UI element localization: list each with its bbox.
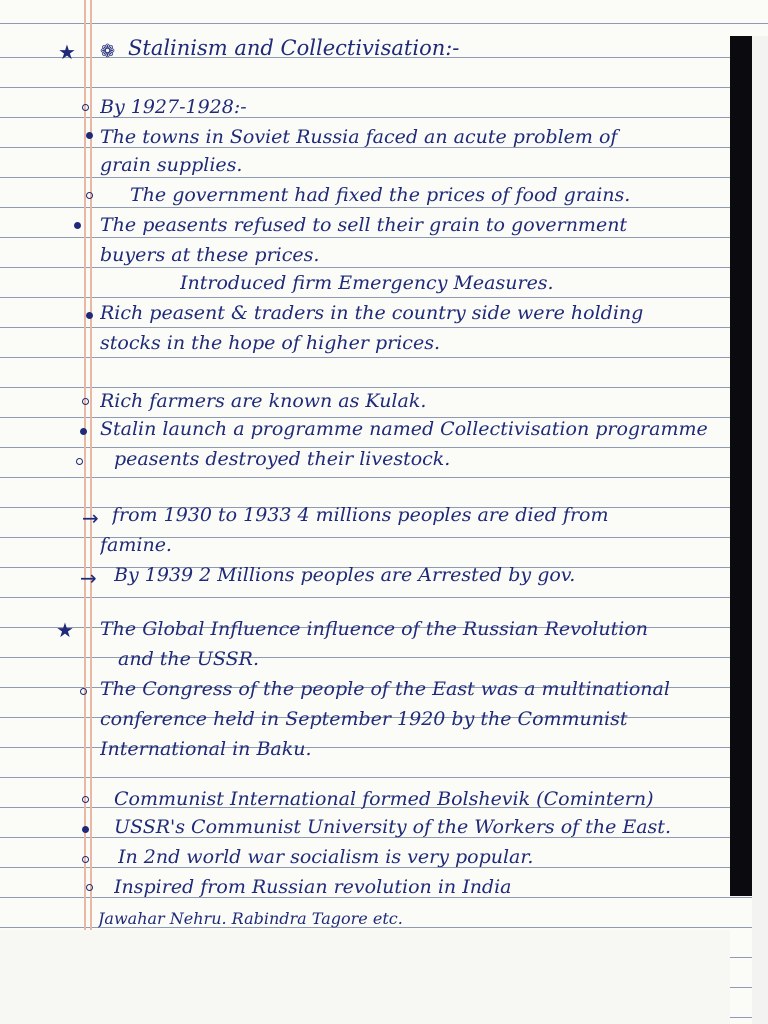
note-line: buyers at these prices. bbox=[100, 244, 320, 266]
note-line: famine. bbox=[100, 534, 172, 556]
note-line: from 1930 to 1933 4 millions peoples are died from bbox=[112, 504, 609, 526]
note-line: In 2nd world war socialism is very popular. bbox=[118, 846, 534, 868]
bullet-filled bbox=[86, 132, 93, 139]
bullet-open bbox=[82, 104, 89, 111]
bullet-filled bbox=[86, 312, 93, 319]
note-line: The peasents refused to sell their grain to government bbox=[100, 214, 628, 236]
note-line: USSR's Communist University of the Workers of the East. bbox=[114, 816, 671, 838]
note-line: stocks in the hope of higher prices. bbox=[100, 332, 440, 354]
bullet-open bbox=[86, 884, 93, 891]
note-line: Introduced firm Emergency Measures. bbox=[180, 272, 554, 294]
note-line: The towns in Soviet Russia faced an acute problem of bbox=[100, 126, 618, 148]
note-line: grain supplies. bbox=[100, 154, 243, 176]
note-line: The government had fixed the prices of food grains. bbox=[130, 184, 631, 206]
note-line: Stalin launch a programme named Collectivisation programme bbox=[100, 418, 708, 440]
page-title: Stalinism and Collectivisation:- bbox=[128, 36, 460, 60]
note-line: The Congress of the people of the East was a multinational bbox=[100, 678, 670, 700]
note-line: Jawahar Nehru. Rabindra Tagore etc. bbox=[98, 909, 403, 928]
bullet-filled bbox=[74, 222, 81, 229]
bullet-open bbox=[82, 796, 89, 803]
note-line: Rich peasent & traders in the country side were holding bbox=[100, 302, 644, 324]
note-line: International in Baku. bbox=[100, 738, 312, 760]
bullet-open bbox=[80, 688, 87, 695]
note-line: By 1939 2 Millions peoples are Arrested by gov. bbox=[114, 564, 576, 586]
note-line: peasents destroyed their livestock. bbox=[114, 448, 451, 470]
star-icon: ★ bbox=[56, 618, 74, 642]
note-line: Inspired from Russian revolution in India bbox=[114, 876, 512, 898]
bullet-filled bbox=[80, 428, 87, 435]
note-line: Rich farmers are known as Kulak. bbox=[100, 390, 427, 412]
note-line: By 1927-1928:- bbox=[100, 96, 247, 118]
flower-icon: ❁ bbox=[100, 41, 116, 62]
arrow-right-icon: → bbox=[80, 566, 97, 590]
bullet-filled bbox=[82, 826, 89, 833]
bullet-open bbox=[82, 856, 89, 863]
bullet-open bbox=[76, 458, 83, 465]
bullet-open bbox=[82, 398, 89, 405]
star-icon: ★ bbox=[58, 40, 76, 64]
page-bottom bbox=[0, 930, 730, 1024]
note-line: and the USSR. bbox=[118, 648, 259, 670]
note-line: conference held in September 1920 by the Communist bbox=[100, 708, 628, 730]
arrow-right-icon: → bbox=[82, 506, 99, 530]
bullet-open bbox=[86, 192, 93, 199]
note-line: Communist International formed Bolshevik (Comintern) bbox=[114, 788, 654, 810]
section-heading: The Global Influence influence of the Russian Revolution bbox=[100, 618, 648, 640]
